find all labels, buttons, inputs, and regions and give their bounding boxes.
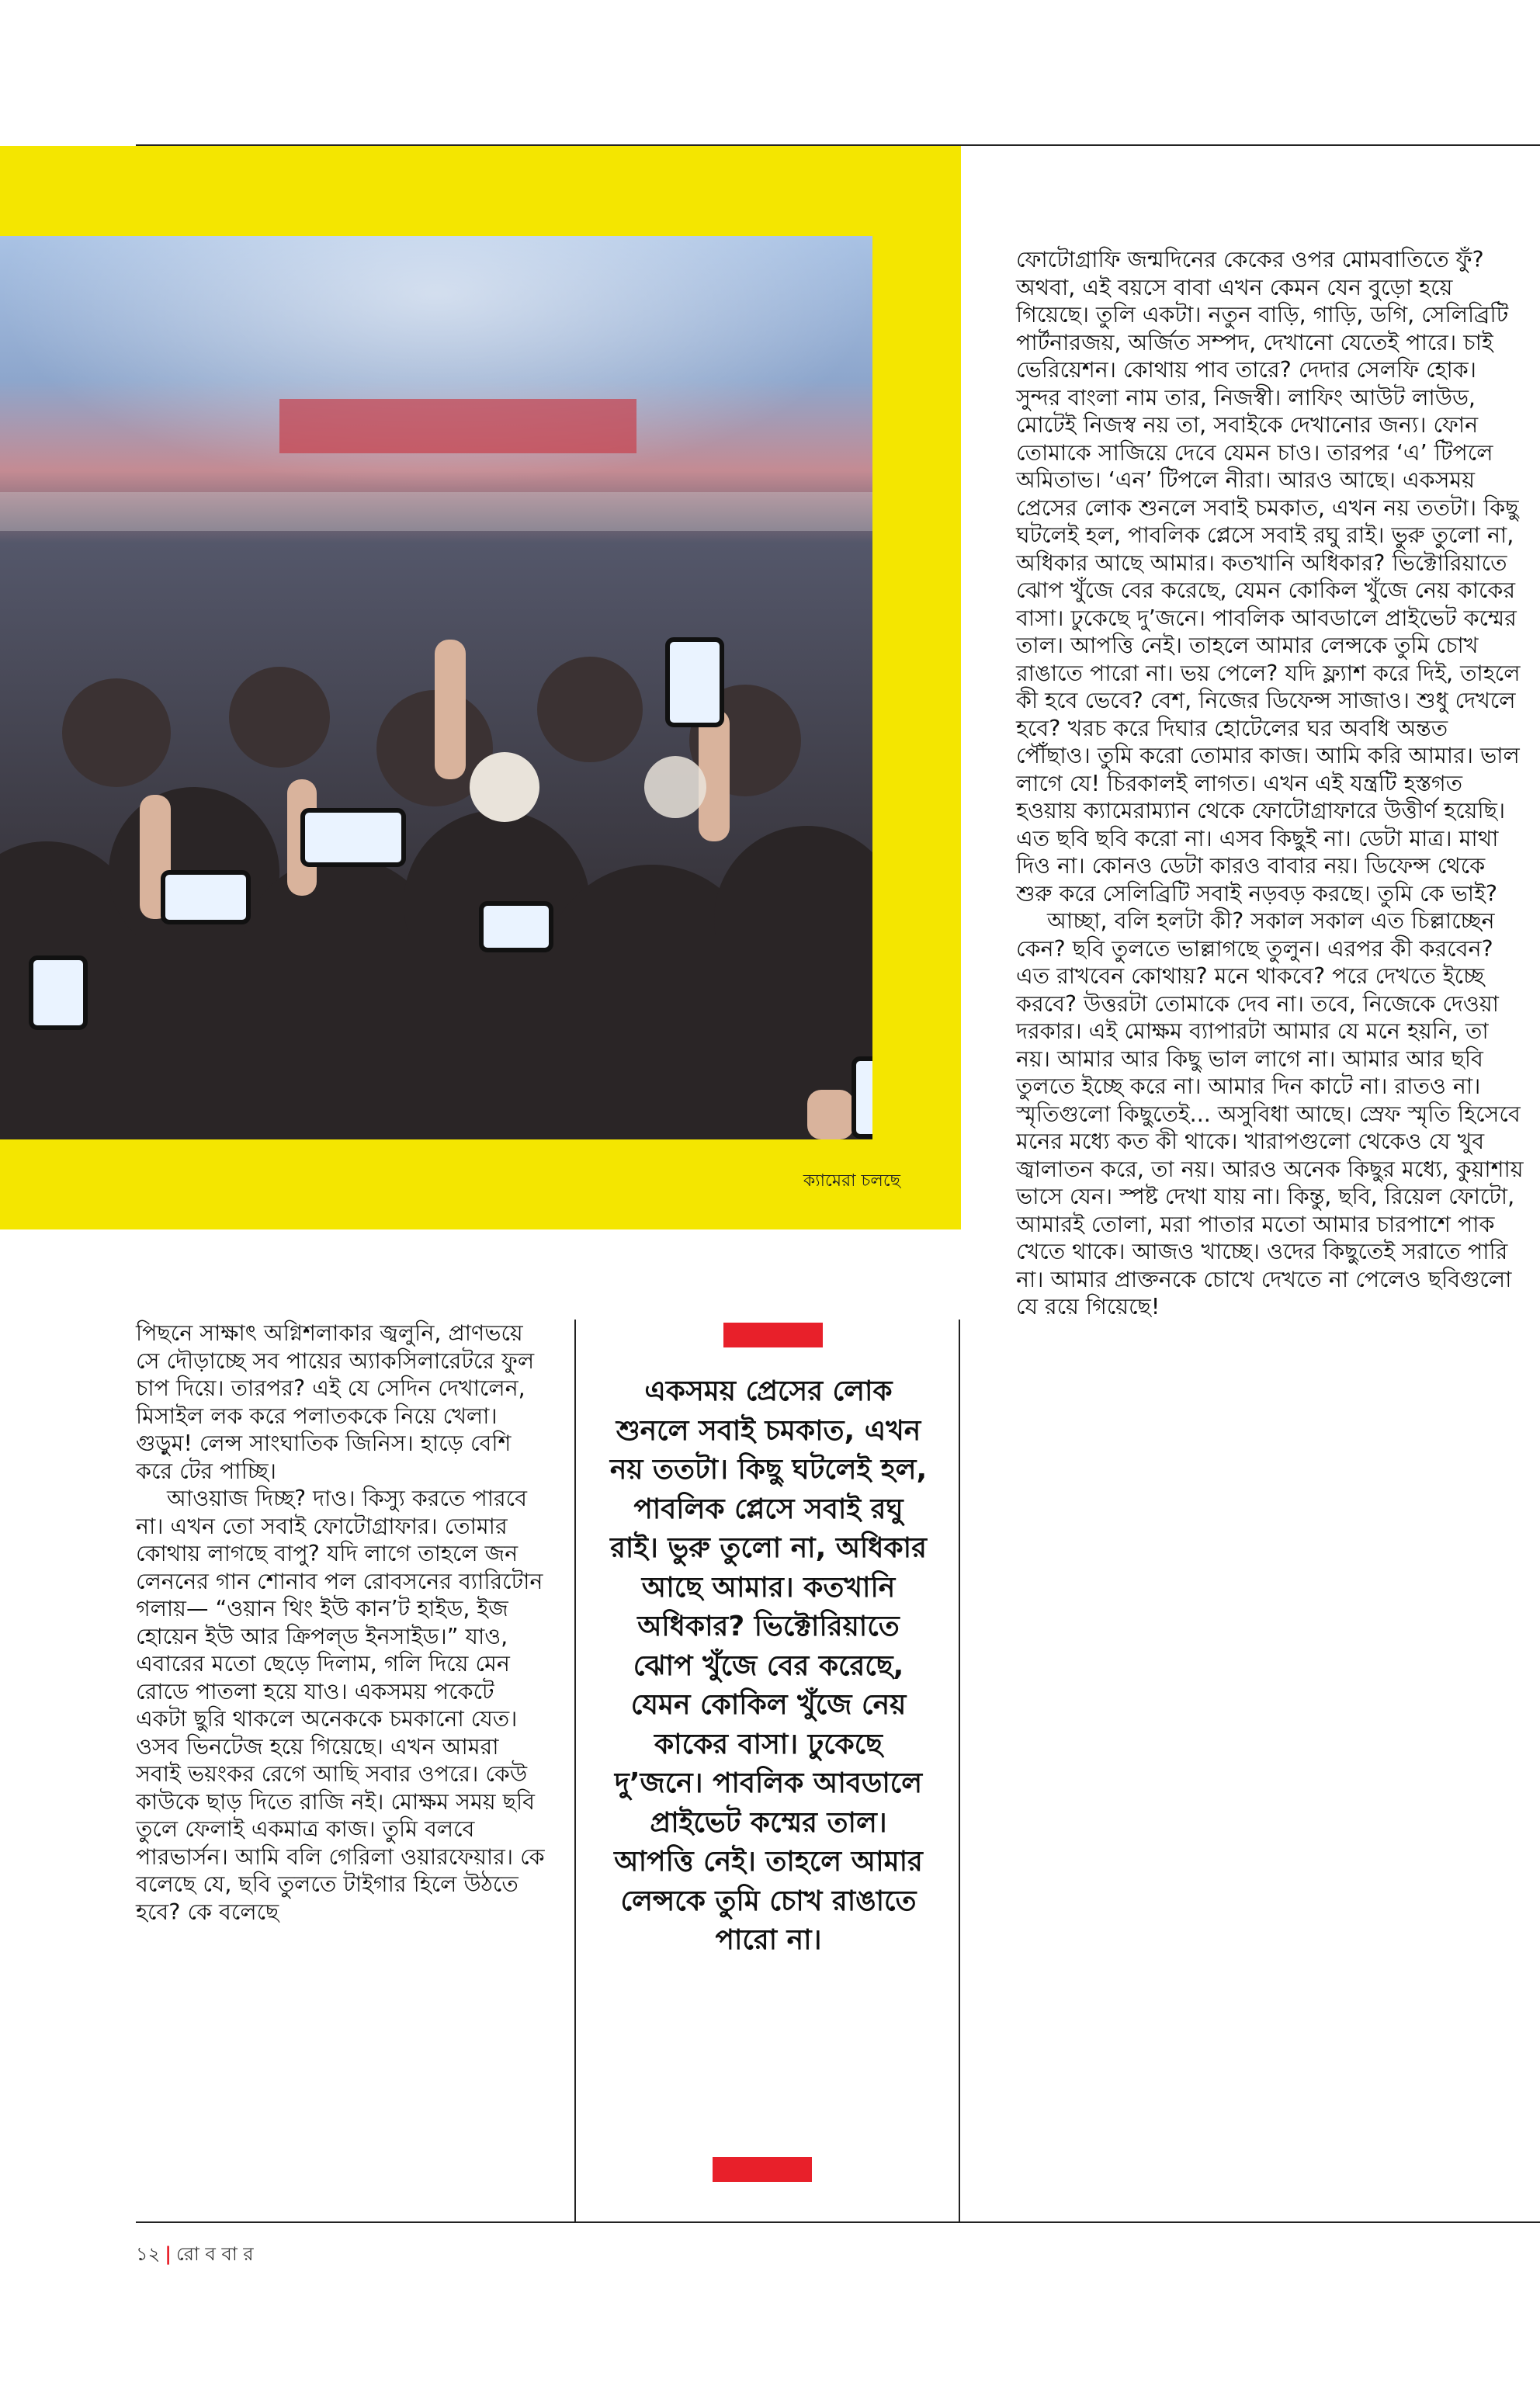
paragraph: ফোটোগ্রাফি জন্মদিনের কেকের ওপর মোমবাতিতে ফুঁ? অথবা, এই বয়সে বাবা এখন কেমন যেন বুড়ো হয়ে গিয়েছে। তুলি একটা। নতুন বাড়ি, গাড়ি, ডগি, সেলিব্রিটি পার্টনারজয়, অর্জিত সম্পদ, দেখানো যেতেই পারে। চাই ভেরিয়েশন। কোথায় পাব তারে? দেদার সেলফি হোক। সুন্দর বাংলা নাম তার, নিজস্বী। লাফিং আউট লাউড, মোটেই নিজস্ব নয় তা, সবাইকে দেখানোর জন্য। ফোন তোমাকে সাজিয়ে দেবে যেমন চাও। তারপর ‘এ’ টিপলে অমিতাভ। ‘এন’ টিপলে নীরা। আরও আছে। একসময় প্রেসের লোক শুনলে সবাই চমকাত, এখন নয় ততটা। কিছু ঘটলেই হল, পাবলিক প্লেসে সবাই রঘু রাই। ভুরু তুলো না, অধিকার আছে আমার। কতখানি অধিকার? ভিক্টোরিয়াতে ঝোপ খুঁজে বের করেছে, যেমন কোকিল খুঁজে নেয় কাকের বাসা। ঢুকেছে দু’জনে। পাবলিক আবডালে প্রাইভেট কম্মের তাল। আপত্তি নেই। তাহলে আমার লেন্সকে তুমি চোখ রাঙাতে পারো না। ভয় পেলে? যদি ফ্ল্যাশ করে দিই, তাহলে কী হবে ভেবে? বেশ, নিজের ডিফেন্স সাজাও। শুধু দেখলে হবে? খরচ করে দিঘার হোটেলের ঘর অবধি অন্তত পৌঁছাও। তুমি করো তোমার কাজ। আমি করি আমার। ভাল লাগে যে! চিরকালই লাগত। এখন এই যন্ত্রটি হস্তগত হওয়ায় ক্যামেরাম্যান থেকে ফোটোগ্রাফারে উত্তীর্ণ হয়েছি। এত ছবি ছবি করো না। এসব কিছুই না। ডেটা মাত্র। মাথা দিও না। কোনও ডেটা কারও বাবার নয়। ডিফেন্স থেকে শুরু করে সেলিব্রিটি সবাই নড়বড় করছে। তুমি কে ভাই?	[1016, 247, 1521, 907]
pull-quote-bottom-bar	[713, 2157, 812, 2182]
page-number: ১২	[136, 2243, 161, 2265]
folio-separator: |	[165, 2243, 172, 2265]
concert-crowd-photo	[0, 236, 872, 1139]
pull-quote: একসময় প্রেসের লোক শুনলে সবাই চমকাত, এখন নয় ততটা। কিছু ঘটলেই হল, পাবলিক প্লেসে সবাই রঘু রাই। ভুরু তুলো না, অধিকার আছে আমার। কতখানি অধিকার? ভিক্টোরিয়াতে ঝোপ খুঁজে বের করেছে, যেমন কোকিল খুঁজে নেয় কাকের বাসা। ঢুকেছে দু’জনে। পাবলিক আবডালে প্রাইভেট কম্মের তাল। আপত্তি নেই। তাহলে আমার লেন্সকে তুমি চোখ রাঙাতে পারো না।	[609, 1375, 928, 1956]
left-text-column	[136, 1320, 547, 1926]
paragraph: আওয়াজ দিচ্ছ? দাও। কিস্যু করতে পারবে না। এখন তো সবাই ফোটোগ্রাফার। তোমার কোথায় লাগছে বাপু? যদি লাগে তাহলে জন লেননের গান শোনাব পল রোবসনের ব্যারিটোন গলায়— “ওয়ান থিং ইউ কান’ট হাইড, ইজ হোয়েন ইউ আর ক্রিপল্‌ড ইনসাইড।” যাও, এবারের মতো ছেড়ে দিলাম, গলি দিয়ে মেন রোডে পাতলা হয়ে যাও। একসময় পকেটে একটা ছুরি থাকলে অনেককে চমকানো যেত। ওসব ভিনটেজ হয়ে গিয়েছে। এখন আমরা সবাই ভয়ংকর রেগে আছি সবার ওপরে। কেউ কাউকে ছাড় দিতে রাজি নই। মোক্ষম সময় ছবি তুলে ফেলাই একমাত্র কাজ। তুমি বলবে পারভার্সন। আমি বলি গেরিলা ওয়ারফেয়ার। কে বলেছে যে, ছবি তুলতে টাইগার হিলে উঠতে হবে? কে বলেছে	[136, 1486, 545, 1925]
column-divider	[574, 1320, 576, 2221]
pull-quote-top-bar	[723, 1323, 823, 1347]
column-divider	[959, 1320, 960, 2221]
paragraph: পিছনে সাক্ষাৎ অগ্নিশলাকার জ্বলুনি, প্রাণভয়ে সে দৌড়াচ্ছে সব পায়ের অ্যাকসিলারেটরে ফুল চাপ দিয়ে। তারপর? এই যে সেদিন দেখালেন, মিসাইল লক করে পলাতককে নিয়ে খেলা। গুড়ুম! লেন্স সাংঘাতিক জিনিস। হাড়ে বেশি করে টের পাচ্ছি।	[136, 1320, 535, 1484]
paragraph: আচ্ছা, বলি হলটা কী? সকাল সকাল এত চিল্লাচ্ছেন কেন? ছবি তুলতে ভাল্লাগছে তুলুন। এরপর কী করবেন? এত রাখবেন কোথায়? মনে থাকবে? পরে দেখতে ইচ্ছে করবে? উত্তরটা তোমাকে দেব না। তবে, নিজেকে দেওয়া দরকার। এই মোক্ষম ব্যাপারটা আমার যে মনে হয়নি, তা নয়। আমার আর কিছু ভাল লাগে না। আমার আর ছবি তুলতে ইচ্ছে করে না। আমার দিন কাটে না। রাতও না। স্মৃতিগুলো কিছুতেই... অসুবিধা আছে। স্রেফ স্মৃতি হিসেবে মনের মধ্যে কত কী থাকে। খারাপগুলো থেকেও যে খুব জ্বালাতন করে, তা নয়। আরও অনেক কিছুর মধ্যে, কুয়াশায় ভাসে যেন। স্পষ্ট দেখা যায় না। কিন্তু, ছবি, রিয়েল ফোটো, আমারই তোলা, মরা পাতার মতো আমার চারপাশে পাক খেতে থাকে। আজও খাচ্ছে। ওদের কিছুতেই সরাতে পারি না। আমার প্রাক্তনকে চোখে দেখতে না পেলেও ছবিগুলো যে রয়ে গিয়েছে!	[1016, 908, 1524, 1320]
magazine-name: রো ব বা র	[175, 2243, 254, 2265]
bottom-rule	[136, 2221, 1540, 2223]
photo-caption: ক্যামেরা চলছে	[803, 1171, 900, 1191]
right-text-column	[1016, 246, 1524, 1321]
photo-illustration	[0, 236, 872, 1139]
page-folio	[136, 2240, 254, 2271]
